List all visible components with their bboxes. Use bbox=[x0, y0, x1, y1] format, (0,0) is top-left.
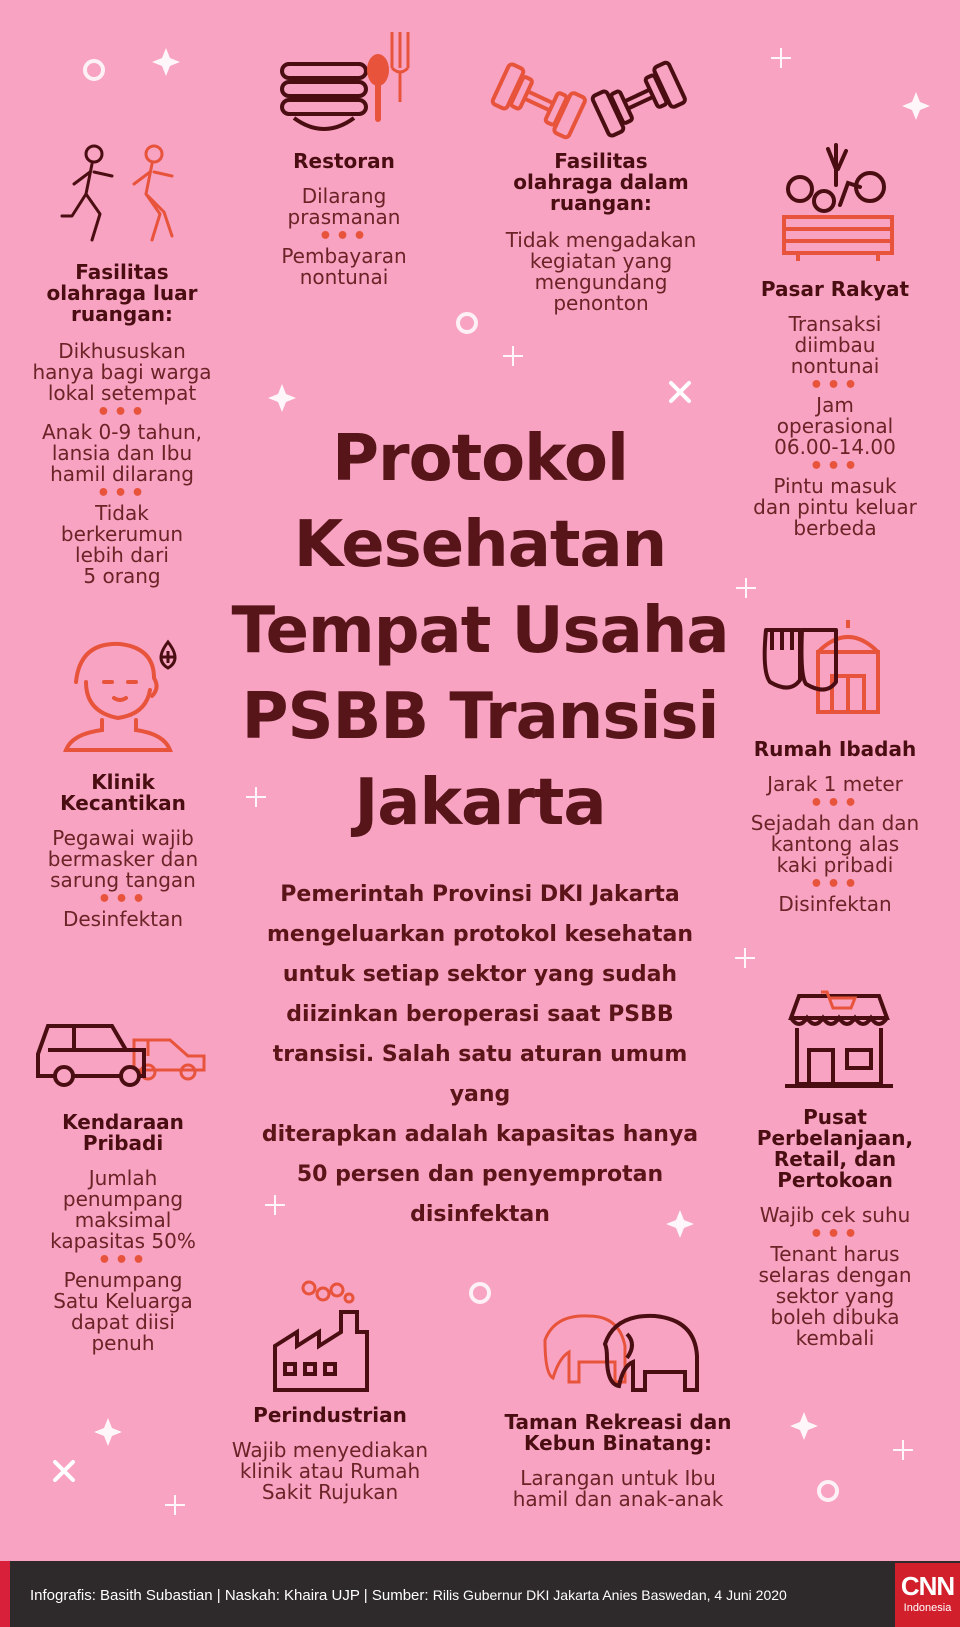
clinic-item bbox=[30, 828, 216, 891]
item-line: boleh dibuka bbox=[770, 1305, 900, 1329]
item-line: Pintu masuk bbox=[773, 474, 897, 498]
restaurant-title bbox=[254, 151, 434, 172]
title-line: Perbelanjaan, bbox=[756, 1126, 914, 1150]
mall-item bbox=[740, 1244, 930, 1349]
section-beauty-clinic bbox=[30, 772, 216, 930]
item-line: Jumlah bbox=[88, 1166, 158, 1190]
shop-store-icon bbox=[785, 988, 895, 1098]
item-line: dan pintu keluar bbox=[753, 495, 917, 519]
item-line: penumpang bbox=[62, 1187, 184, 1211]
section-private-vehicle bbox=[28, 1112, 218, 1354]
item-line: sektor yang bbox=[775, 1284, 895, 1308]
title-line: Jakarta bbox=[354, 766, 606, 840]
outdoor-item bbox=[20, 503, 224, 587]
item-line: Wajib menyediakan bbox=[231, 1438, 429, 1462]
logo-subtext: Indonesia bbox=[903, 1602, 952, 1614]
item-line: Larangan untuk Ibu bbox=[520, 1466, 716, 1490]
item-line: Jarak 1 meter bbox=[767, 772, 903, 796]
item-line: nontunai bbox=[299, 265, 389, 289]
item-line: Penumpang bbox=[63, 1268, 183, 1292]
title-line: Kecantikan bbox=[60, 791, 186, 815]
item-line: kegiatan yang bbox=[529, 249, 673, 273]
item-line: Dikhususkan bbox=[58, 339, 186, 363]
section-recreation-zoo bbox=[490, 1412, 746, 1510]
item-line: Tenant harus bbox=[770, 1242, 900, 1266]
title-line: Kesehatan bbox=[293, 508, 667, 582]
item-line: kapasitas 50% bbox=[50, 1229, 196, 1253]
item-line: Tidak mengadakan bbox=[505, 228, 697, 252]
dumbbells-icon bbox=[497, 60, 697, 140]
title-line: Fasilitas bbox=[75, 260, 169, 284]
title-line: Klinik bbox=[91, 770, 155, 794]
item-line: berbeda bbox=[793, 516, 877, 540]
dots-separator: ••• bbox=[809, 373, 861, 398]
worship-item bbox=[740, 813, 930, 876]
indoor-item bbox=[494, 230, 708, 314]
vehicle-item bbox=[28, 1270, 218, 1354]
section-outdoor-sports bbox=[20, 262, 224, 587]
item-line: diimbau bbox=[794, 333, 876, 357]
outdoor-item bbox=[20, 422, 224, 485]
dots-separator: ••• bbox=[809, 791, 861, 816]
worship-title bbox=[740, 739, 930, 760]
market-item bbox=[740, 476, 930, 539]
item-line: Dilarang bbox=[301, 184, 387, 208]
mosque-hands-icon bbox=[762, 618, 912, 718]
title-line: Perindustrian bbox=[253, 1403, 407, 1427]
zoo-title bbox=[490, 1412, 746, 1454]
title-line: PSBB Transisi bbox=[241, 680, 719, 754]
indoor-sports-title bbox=[494, 151, 708, 214]
elephants-icon bbox=[535, 1310, 705, 1400]
title-line: Fasilitas bbox=[554, 149, 648, 173]
dots-separator: ••• bbox=[809, 1222, 861, 1247]
industry-title bbox=[230, 1405, 430, 1426]
industry-item bbox=[230, 1440, 430, 1503]
logo-text: CNN bbox=[900, 1571, 955, 1601]
dots-separator: ••• bbox=[96, 400, 148, 425]
section-shopping-center bbox=[740, 1107, 930, 1349]
cars-icon bbox=[34, 1020, 214, 1090]
clinic-item bbox=[30, 909, 216, 930]
desc-line: Pemerintah Provinsi DKI Jakarta bbox=[280, 882, 680, 907]
item-line: Disinfektan bbox=[778, 892, 892, 916]
worship-item bbox=[740, 894, 930, 915]
title-line: Taman Rekreasi dan bbox=[504, 1410, 732, 1434]
footer-credits bbox=[30, 1587, 787, 1604]
beauty-face-icon bbox=[64, 642, 194, 752]
desc-line: diterapkan adalah kapasitas hanya bbox=[261, 1122, 699, 1147]
title-line: Pasar Rakyat bbox=[760, 277, 910, 301]
item-line: hamil dan anak-anak bbox=[512, 1487, 724, 1511]
dots-separator: ••• bbox=[96, 481, 148, 506]
item-line: sarung tangan bbox=[50, 868, 196, 892]
item-line: penonton bbox=[553, 291, 649, 315]
item-line: kantong alas bbox=[770, 832, 900, 856]
title-line: Restoran bbox=[293, 149, 395, 173]
mall-title bbox=[740, 1107, 930, 1191]
item-line: maksimal bbox=[74, 1208, 172, 1232]
item-line: nontunai bbox=[790, 354, 880, 378]
title-line: olahraga dalam bbox=[513, 170, 689, 194]
title-line: Tempat Usaha bbox=[231, 594, 729, 668]
item-line: Wajib cek suhu bbox=[759, 1203, 911, 1227]
item-line: 06.00-14.00 bbox=[774, 435, 896, 459]
item-line: lokal setempat bbox=[47, 381, 197, 405]
plates-cutlery-icon bbox=[280, 30, 420, 140]
main-title bbox=[215, 416, 745, 846]
desc-line: 50 persen dan penyemprotan bbox=[296, 1162, 664, 1187]
item-line: hamil dilarang bbox=[50, 462, 194, 486]
outdoor-item bbox=[20, 341, 224, 404]
dots-separator: ••• bbox=[809, 454, 861, 479]
item-line: hanya bagi warga bbox=[32, 360, 212, 384]
item-line: 5 orang bbox=[83, 564, 161, 588]
outdoor-sports-title bbox=[20, 262, 224, 325]
item-line: mengundang bbox=[534, 270, 668, 294]
desc-line: disinfektan bbox=[410, 1202, 550, 1227]
item-line: klinik atau Rumah bbox=[239, 1459, 421, 1483]
item-line: prasmanan bbox=[287, 205, 401, 229]
title-line: Kebun Binatang: bbox=[524, 1431, 712, 1455]
item-line: Transaksi bbox=[788, 312, 882, 336]
dots-separator: ••• bbox=[97, 1248, 149, 1273]
item-line: lebih dari bbox=[75, 543, 169, 567]
item-line: kembali bbox=[795, 1326, 875, 1350]
item-line: Desinfektan bbox=[62, 907, 184, 931]
item-line: selaras dengan bbox=[758, 1263, 912, 1287]
dots-separator: ••• bbox=[809, 872, 861, 897]
item-line: Sakit Rujukan bbox=[261, 1480, 399, 1504]
title-line: ruangan: bbox=[550, 191, 652, 215]
item-line: Sejadah dan dan bbox=[750, 811, 920, 835]
desc-line: transisi. Salah satu aturan umum yang bbox=[272, 1042, 688, 1107]
title-line: Pusat bbox=[803, 1105, 867, 1129]
title-line: ruangan: bbox=[71, 302, 173, 326]
section-industry bbox=[230, 1405, 430, 1503]
runners-icon bbox=[58, 142, 198, 252]
cnn-indonesia-logo bbox=[895, 1563, 960, 1627]
item-line: bermasker dan bbox=[47, 847, 199, 871]
restaurant-item bbox=[254, 246, 434, 288]
item-line: operasional bbox=[776, 414, 894, 438]
title-line: Rumah Ibadah bbox=[753, 737, 917, 761]
desc-line: diizinkan beroperasi saat PSBB bbox=[286, 1002, 674, 1027]
item-line: Satu Keluarga bbox=[53, 1289, 193, 1313]
market-item bbox=[740, 395, 930, 458]
market-title bbox=[740, 279, 930, 300]
item-line: lansia dan Ibu bbox=[51, 441, 193, 465]
source-text: Rilis Gubernur DKI Jakarta Anies Baswedan, 4 Juni 2020 bbox=[432, 1587, 787, 1603]
title-line: Protokol bbox=[332, 422, 628, 496]
item-line: Jam bbox=[816, 393, 854, 417]
item-line: penuh bbox=[91, 1331, 155, 1355]
zoo-item bbox=[490, 1468, 746, 1510]
section-market bbox=[740, 279, 930, 539]
factory-icon bbox=[273, 1280, 393, 1400]
restaurant-item bbox=[254, 186, 434, 228]
footer-accent-stripe bbox=[0, 1561, 10, 1627]
credits-text: Infografis: Basith Subastian | Naskah: Khaira UJP | Sumber: bbox=[30, 1587, 433, 1604]
section-worship bbox=[740, 739, 930, 915]
vehicle-item bbox=[28, 1168, 218, 1252]
item-line: kaki pribadi bbox=[776, 853, 894, 877]
title-line: Pertokoan bbox=[777, 1168, 893, 1192]
title-line: olahraga luar bbox=[46, 281, 198, 305]
item-line: Pembayaran bbox=[281, 244, 407, 268]
clinic-title bbox=[30, 772, 216, 814]
item-line: dapat diisi bbox=[71, 1310, 175, 1334]
item-line: Tidak bbox=[95, 501, 149, 525]
title-line: Pribadi bbox=[82, 1131, 164, 1155]
desc-line: mengeluarkan protokol kesehatan bbox=[266, 922, 694, 947]
dots-separator: ••• bbox=[318, 224, 370, 249]
main-description bbox=[240, 875, 720, 1235]
item-line: Pegawai wajib bbox=[52, 826, 194, 850]
title-line: Retail, dan bbox=[773, 1147, 897, 1171]
vegetable-crate-icon bbox=[780, 145, 900, 265]
market-item bbox=[740, 314, 930, 377]
title-line: Kendaraan bbox=[62, 1110, 184, 1134]
desc-line: untuk setiap sektor yang sudah bbox=[282, 962, 678, 987]
section-indoor-sports bbox=[494, 151, 708, 314]
dots-separator: ••• bbox=[97, 887, 149, 912]
item-line: berkerumun bbox=[60, 522, 184, 546]
section-restaurant bbox=[254, 151, 434, 288]
item-line: Anak 0-9 tahun, bbox=[41, 420, 203, 444]
vehicle-title bbox=[28, 1112, 218, 1154]
